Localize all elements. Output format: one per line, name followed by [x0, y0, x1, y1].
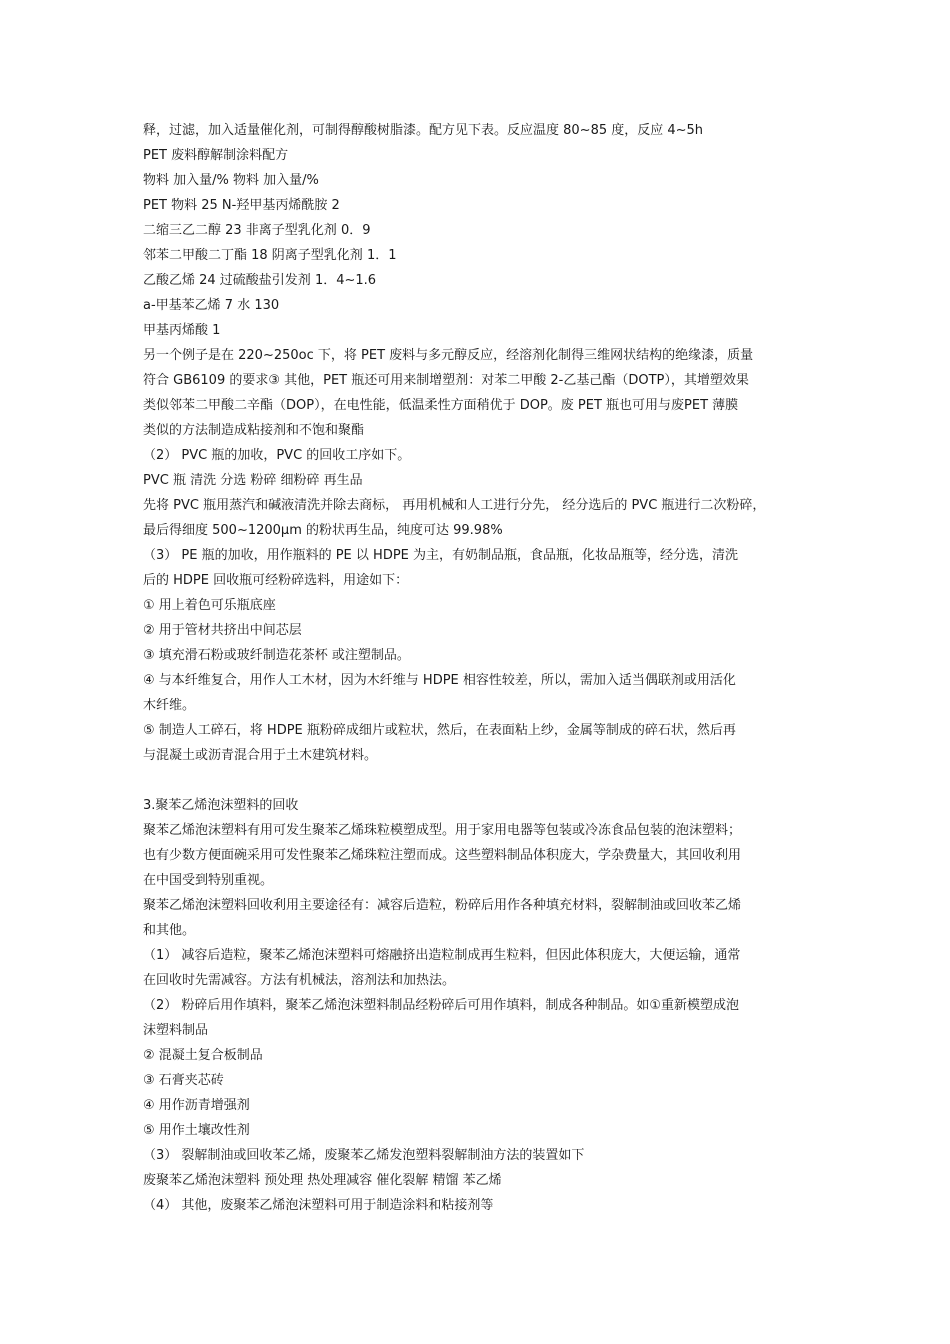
- text-line: 符合 GB6109 的要求③ 其他，PET 瓶还可用来制增塑剂：对苯二甲酸 2-乙基己酯（DOTP），其增塑效果: [143, 373, 749, 388]
- text-line: 类似邻苯二甲酸二辛酯（DOP），在电性能，低温柔性方面稍优于 DOP。废 PET 瓶也可用与废PET 薄膜: [143, 398, 739, 413]
- text-line: （4） 其他，废聚苯乙烯泡沫塑料可用于制造涂料和粘接剂等: [143, 1198, 494, 1213]
- table-row: a-甲基苯乙烯 7 水 130: [143, 298, 280, 313]
- text-line: 也有少数方便面碗采用可发性聚苯乙烯珠粒注塑而成。这些塑料制品体积庞大，学杂费量大，其回收利用: [143, 848, 742, 863]
- list-item: ② 用于管材共挤出中间芯层: [143, 623, 302, 638]
- table-row: 乙酸乙烯 24 过硫酸盐引发剂 1．4~1.6: [143, 273, 377, 288]
- list-item: ② 混凝土复合板制品: [143, 1048, 263, 1063]
- list-item: ① 用上着色可乐瓶底座: [143, 598, 276, 613]
- text-line: 废聚苯乙烯泡沫塑料 预处理 热处理减容 催化裂解 精馏 苯乙烯: [143, 1173, 502, 1188]
- text-line: （1） 减容后造粒，聚苯乙烯泡沫塑料可熔融挤出造粒制成再生粒料，但因此体积庞大，大便运输，通常: [143, 948, 741, 963]
- text-line: 在回收时先需减容。方法有机械法，溶剂法和加热法。: [143, 973, 456, 988]
- table-row: PET 物料 25 N-羟甲基丙烯酰胺 2: [143, 198, 340, 213]
- text-line: 先将 PVC 瓶用蒸汽和碱液清洗并除去商标， 再用机械和人工进行分先， 经分选后的 PVC 瓶进行二次粉碎，: [143, 498, 766, 513]
- table-header-row: 物料 加入量/% 物料 加入量/%: [143, 173, 319, 188]
- blank-line: [143, 768, 823, 793]
- text-line: 沫塑料制品: [143, 1023, 209, 1038]
- text-line: （2） PVC 瓶的加收，PVC 的回收工序如下。: [143, 448, 411, 463]
- text-line: （3） 裂解制油或回收苯乙烯，废聚苯乙烯发泡塑料裂解制油方法的装置如下: [143, 1148, 585, 1163]
- list-item: ⑤ 用作土壤改性剂: [143, 1123, 250, 1138]
- text-line: 最后得细度 500~1200μm 的粉状再生品，纯度可达 99.98%: [143, 523, 503, 538]
- text-line: 释，过滤，加入适量催化剂，可制得醇酸树脂漆。配方见下表。反应温度 80~85 度，反应 4~5h: [143, 123, 704, 138]
- list-item: 与混凝土或沥青混合用于土木建筑材料。: [143, 748, 378, 763]
- text-line: 另一个例子是在 220~250oc 下，将 PET 废料与多元醇反应，经溶剂化制得三维网状结构的绝缘漆，质量: [143, 348, 754, 363]
- list-item: ③ 石膏夹芯砖: [143, 1073, 224, 1088]
- table-row: 邻苯二甲酸二丁酯 18 阴离子型乳化剂 1．1: [143, 248, 397, 263]
- table-row: 甲基丙烯酸 1: [143, 323, 221, 338]
- list-item: ④ 与本纤维复合，用作人工木材，因为木纤维与 HDPE 相容性较差，所以，需加入适当偶联剂或用活化: [143, 673, 736, 688]
- text-line: （3） PE 瓶的加收，用作瓶料的 PE 以 HDPE 为主，有奶制品瓶，食品瓶，化妆品瓶等，经分选，清洗: [143, 548, 739, 563]
- text-line: 聚苯乙烯泡沫塑料有用可发生聚苯乙烯珠粒模塑成型。用于家用电器等包装或冷冻食品包装的泡沫塑料；: [143, 823, 742, 838]
- list-item: ④ 用作沥青增强剂: [143, 1098, 250, 1113]
- document-body: [143, 118, 823, 1218]
- list-item: ⑤ 制造人工碎石，将 HDPE 瓶粉碎成细片或粒状，然后，在表面粘上纱，金属等制成的碎石状，然后再: [143, 723, 736, 738]
- list-item: ③ 填充滑石粉或玻纤制造花茶杯 或注塑制品。: [143, 648, 410, 663]
- table-title: PET 废料醇解制涂料配方: [143, 148, 289, 163]
- text-line: PVC 瓶 清洗 分选 粉碎 细粉碎 再生品: [143, 473, 363, 488]
- text-line: 在中国受到特别重视。: [143, 873, 274, 888]
- section-heading: 3.聚苯乙烯泡沫塑料的回收: [143, 798, 299, 813]
- text-line: 和其他。: [143, 923, 196, 938]
- text-line: 聚苯乙烯泡沫塑料回收利用主要途径有：减容后造粒，粉碎后用作各种填充材料，裂解制油或回收苯乙烯: [143, 898, 742, 913]
- list-item: 木纤维。: [143, 698, 196, 713]
- text-line: 后的 HDPE 回收瓶可经粉碎选料，用途如下：: [143, 573, 409, 588]
- text-line: 类似的方法制造成粘接剂和不饱和聚酯: [143, 423, 365, 438]
- table-row: 二缩三乙二醇 23 非离子型乳化剂 0．9: [143, 223, 371, 238]
- text-line: （2） 粉碎后用作填料，聚苯乙烯泡沫塑料制品经粉碎后可用作填料，制成各种制品。如①重新模塑成泡: [143, 998, 740, 1013]
